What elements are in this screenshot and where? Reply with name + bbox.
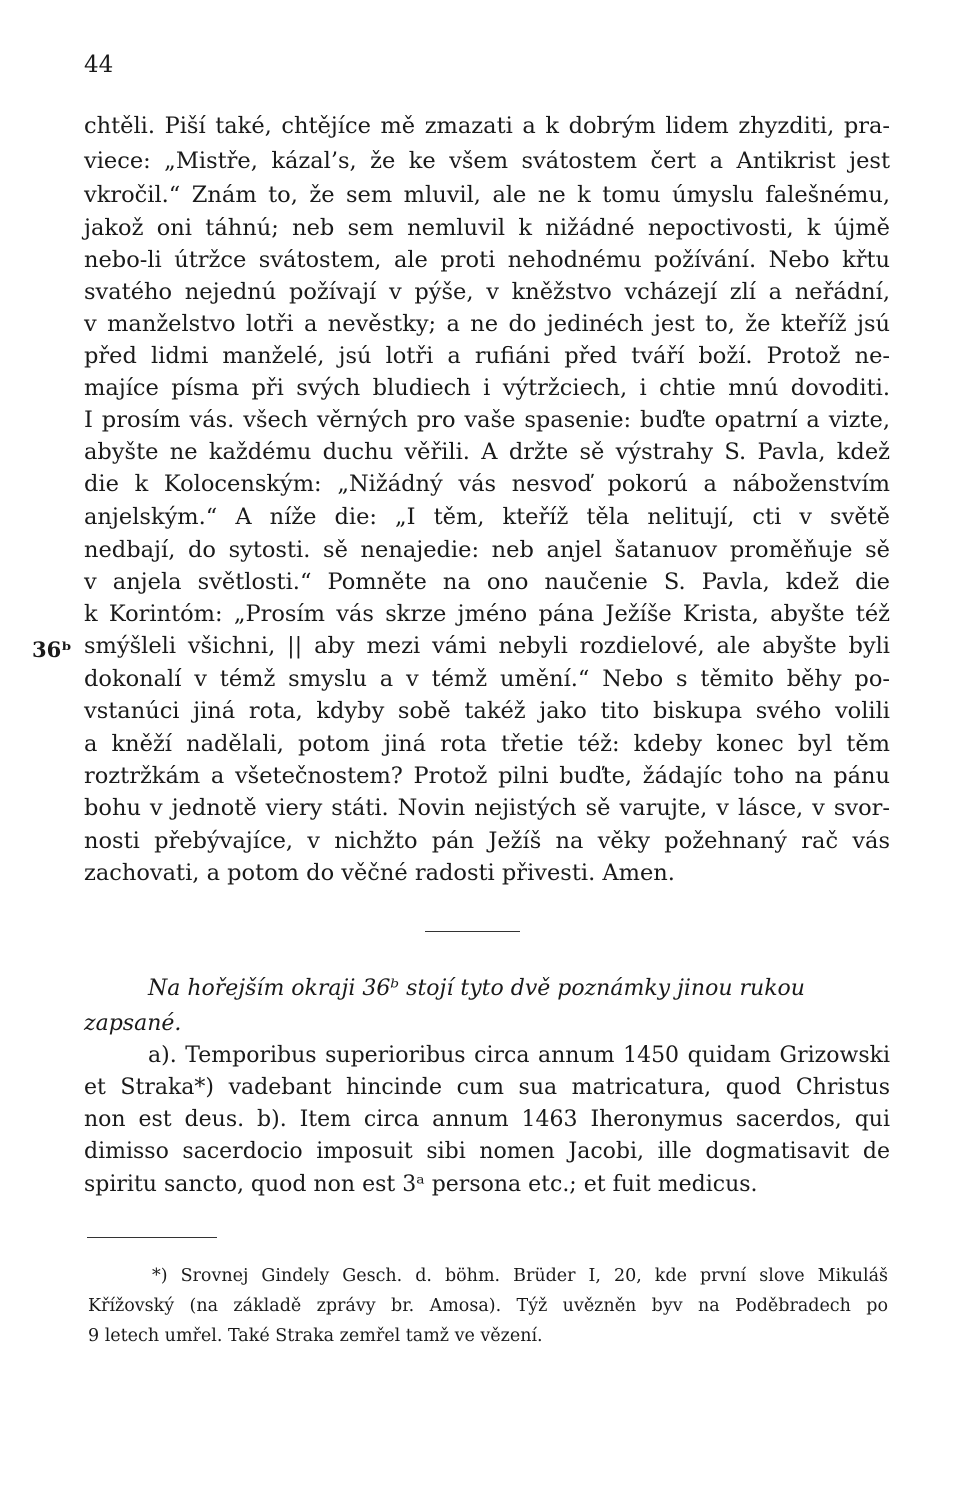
text-line: jakož oni táhnú; neb sem nemluvil k nižádné nepoctivosti, k újmě <box>84 215 890 241</box>
text-line: roztržkám a všetečnostem? Protož pilni buďte, žádajíc toho na pánu <box>84 763 890 789</box>
footnote-line: *) Srovnej Gindely Gesch. d. böhm. Brüder I, 20, kde první slove Mikuláš <box>152 1266 888 1286</box>
text-line: nebo-li útržce svátostem, ale proti nehodnému požívání. Nebo křtu <box>84 247 890 273</box>
text-line: nosti přebývajíce, v nichžto pán Ježíš na věky požehnaný rač vás <box>84 828 890 854</box>
text-line: smýšleli všichni, || aby mezi vámi nebyli rozdielové, ale abyšte byli <box>84 633 890 659</box>
latin-line: a). Temporibus superioribus circa annum 1450 quidam Grizowski <box>148 1043 890 1068</box>
editorial-heading: Na hořejším okraji 36ᵇ stojí tyto dvě poznámky jinou rukou <box>148 976 805 1001</box>
latin-line: spiritu sancto, quod non est 3ᵃ persona etc.; et fuit medicus. <box>84 1172 758 1197</box>
text-line: v manželstvo lotři a nevěstky; a ne do jedinéch jest to, že kteříž jsú <box>84 311 890 337</box>
text-line: viece: „Mistře, kázal’s, že ke všem svátostem čert a Antikrist jest <box>84 148 890 174</box>
text-line: chtěli. Piší také, chtějíce mě zmazati a k dobrým lidem zhyzditi, pra- <box>84 113 890 139</box>
text-line: dokonalí v témž smyslu a v témž umění.“ Nebo s těmito běhy po- <box>84 666 890 692</box>
latin-line: dimisso sacerdocio imposuit sibi nomen Jacobi, ille dogmatisavit de <box>84 1139 890 1164</box>
text-line: die k Kolocenským: „Nižádný vás nesvoď pokorú a náboženstvím <box>84 471 890 497</box>
text-line: svatého nejednú požívají v pýše, v kněžstvo vcházejí zlí a neřádní, <box>84 279 890 305</box>
footnote-rule <box>87 1237 217 1238</box>
latin-line: et Straka*) vadebant hincinde cum sua matricatura, quod Christus <box>84 1075 890 1100</box>
footnote-line: 9 letech umřel. Také Straka zemřel tamž ve vězení. <box>88 1326 543 1346</box>
editorial-heading-cont: zapsané. <box>84 1011 182 1036</box>
margin-folio-note: 36ᵇ <box>32 637 72 662</box>
text-line: v anjela světlosti.“ Pomněte na ono naučenie S. Pavla, kdež die <box>84 569 890 595</box>
text-line: anjelským.“ A níže die: „I těm, kteříž těla nelitují, cti v světě <box>84 504 890 530</box>
section-divider <box>425 931 520 932</box>
text-line: vkročil.“ Znám to, že sem mluvil, ale ne k tomu úmyslu falešnému, <box>84 182 890 208</box>
text-line: abyšte ne každému duchu věřili. A držte sě výstrahy S. Pavla, kdež <box>84 439 890 465</box>
text-line: před lidmi manželé, jsú lotři a rufiáni před tváří boží. Protož ne- <box>84 343 890 369</box>
text-line: I prosím vás. všech věrných pro vaše spasenie: buďte opatrní a vizte, <box>84 407 890 433</box>
text-line: majíce písma při svých bludiech i výtržciech, i chtie mnú dovoditi. <box>84 375 890 401</box>
page-number: 44 <box>84 52 114 78</box>
latin-line: non est deus. b). Item circa annum 1463 Iheronymus sacerdos, qui <box>84 1107 890 1132</box>
footnote-line: Křížovský (na základě zprávy br. Amosa). Týž uvězněn byv na Poděbradech po <box>88 1296 888 1316</box>
text-line: k Korintóm: „Prosím vás skrze jméno pána Ježíše Krista, abyšte též <box>84 601 890 627</box>
text-line: zachovati, a potom do věčné radosti přivesti. Amen. <box>84 860 675 886</box>
text-line: nedbají, do sytosti. sě nenajedie: neb anjel šatanuov proměňuje sě <box>84 537 890 563</box>
text-line: a kněží nadělali, potom jiná rota třetie též: kdeby konec byl těm <box>84 731 890 757</box>
text-line: bohu v jednotě viery státi. Novin nejistých sě varujte, v lásce, v svor- <box>84 795 890 821</box>
text-line: vstanúci jiná rota, kdyby sobě takéž jako tito biskupa svého volili <box>84 698 890 724</box>
